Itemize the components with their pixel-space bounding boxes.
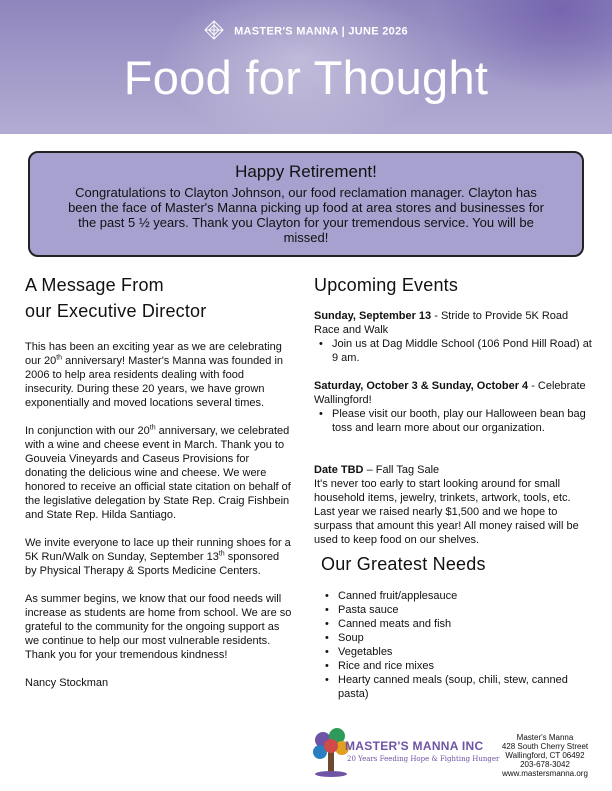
event-1-date: Sunday, September 13: [314, 310, 432, 322]
director-paragraph-3: [25, 536, 293, 578]
director-paragraph-1: [25, 340, 293, 410]
address-name: Master's Manna: [516, 733, 574, 742]
list-item: • Pasta sauce: [320, 603, 594, 617]
header-banner: [0, 0, 612, 134]
event-3-heading: [314, 463, 594, 477]
event-1-title: - Stride to Provide 5K Road Race and Walk: [314, 310, 569, 336]
event-2-heading: [314, 379, 594, 407]
director-heading-line2: our Executive Director: [25, 301, 207, 321]
needs-list: [314, 589, 594, 701]
diamond-logo-icon: [204, 20, 224, 40]
event-3-title: – Fall Tag Sale: [363, 464, 440, 476]
events-heading: Upcoming Events: [314, 275, 459, 295]
address-phone: 203-678-3042: [520, 760, 570, 769]
p2-text-a: In conjunction with our 20: [25, 425, 150, 437]
event-2-date: Saturday, October 3 & Sunday, October 4: [314, 380, 529, 392]
list-item: • Hearty canned meals (soup, chili, stew, canned pasta): [320, 673, 594, 701]
event-3-text: It's never too early to start looking around for small household items, jewelry, trinkets, artwork, tools, etc. Last year we raised nearly $1,500 and we hope to surpass that amount this year! All money raised will be used to keep food on our shelves.: [314, 478, 579, 546]
footer-tagline: 20 Years Feeding Hope & Fighting Hunger: [347, 755, 500, 763]
event-1-details: [314, 337, 594, 365]
events-column: [314, 272, 594, 701]
p1-sup: th: [56, 354, 63, 362]
p2-sup: th: [149, 424, 156, 432]
address-city: Wallingford, CT 06492: [505, 751, 585, 760]
footer-brand-name: MASTER'S MANNA INC: [345, 739, 484, 753]
list-item: • Please visit our booth, play our Halloween bean bag toss and learn more about our organization.: [314, 407, 594, 435]
list-item: • Rice and rice mixes: [320, 659, 594, 673]
p3-text-b: sponsored by Physical Therapy & Sports Medicine Centers.: [25, 551, 280, 577]
p3-sup: th: [218, 550, 225, 558]
list-item: • Canned fruit/applesauce: [320, 589, 594, 603]
newsletter-title: Food for Thought: [123, 51, 489, 104]
callout-title: Happy Retirement!: [235, 162, 377, 181]
address-website[interactable]: www.mastersmanna.org: [502, 769, 588, 778]
needs-heading: Our Greatest Needs: [321, 554, 486, 574]
event-2-title: - Celebrate Wallingford!: [314, 380, 586, 406]
list-item: • Join us at Dag Middle School (106 Pond Hill Road) at 9 am.: [314, 337, 594, 365]
newsletter-brandline: [0, 23, 612, 40]
p3-text-a: We invite everyone to lace up their running shoes for a 5K Run/Walk on Sunday, September 13: [25, 537, 291, 563]
p2-text-b: anniversary, we celebrated with a wine and cheese event in March. Thank you to Gouveia Vineyards and Caseus Provisions for donating the delicious wine and cheese. We were honored to receive an official state citation on behalf of the legislative delegation by State Rep. Craig Fishbein and State Rep. Hilda Santiago.: [25, 425, 291, 521]
event-3-date: Date TBD: [314, 464, 364, 476]
footer-address: [490, 733, 600, 778]
director-paragraph-4: As summer begins, we know that our food needs will increase as students are home from school. We are so grateful to the community for the ongoing support as we continue to help our most vulnerable residents. Thank you for your tremendous kindness!: [25, 593, 292, 661]
event-2-details: [314, 407, 594, 435]
list-item: • Vegetables: [320, 645, 594, 659]
address-street: 428 South Cherry Street: [501, 742, 589, 751]
p1-text-b: anniversary! Master's Manna was founded in 2006 to help area residents dealing with food insecurity. During these 20 years, we have grown exponentially and moved locations several times.: [25, 355, 284, 409]
director-heading: [25, 272, 293, 324]
retirement-callout: [28, 151, 584, 257]
p1-text-a: This has been an exciting year as we are celebrating our 20: [25, 341, 282, 367]
event-1-heading: [314, 309, 594, 337]
director-message-column: [25, 272, 293, 690]
callout-text: Congratulations to Clayton Johnson, our food reclamation manager. Clayton has been the face of Master's Manna picking up food at area stores and businesses for the past 5 ½ years. Thank you Clayton for your tremendous service. You will be missed!: [68, 185, 544, 245]
director-heading-line1: A Message From: [25, 275, 164, 295]
brandline-text: MASTER'S MANNA | JUNE 2026: [234, 25, 408, 38]
list-item: • Soup: [320, 631, 594, 645]
list-item: • Canned meats and fish: [320, 617, 594, 631]
director-paragraph-2: [25, 424, 293, 522]
director-signature: Nancy Stockman: [25, 677, 109, 689]
